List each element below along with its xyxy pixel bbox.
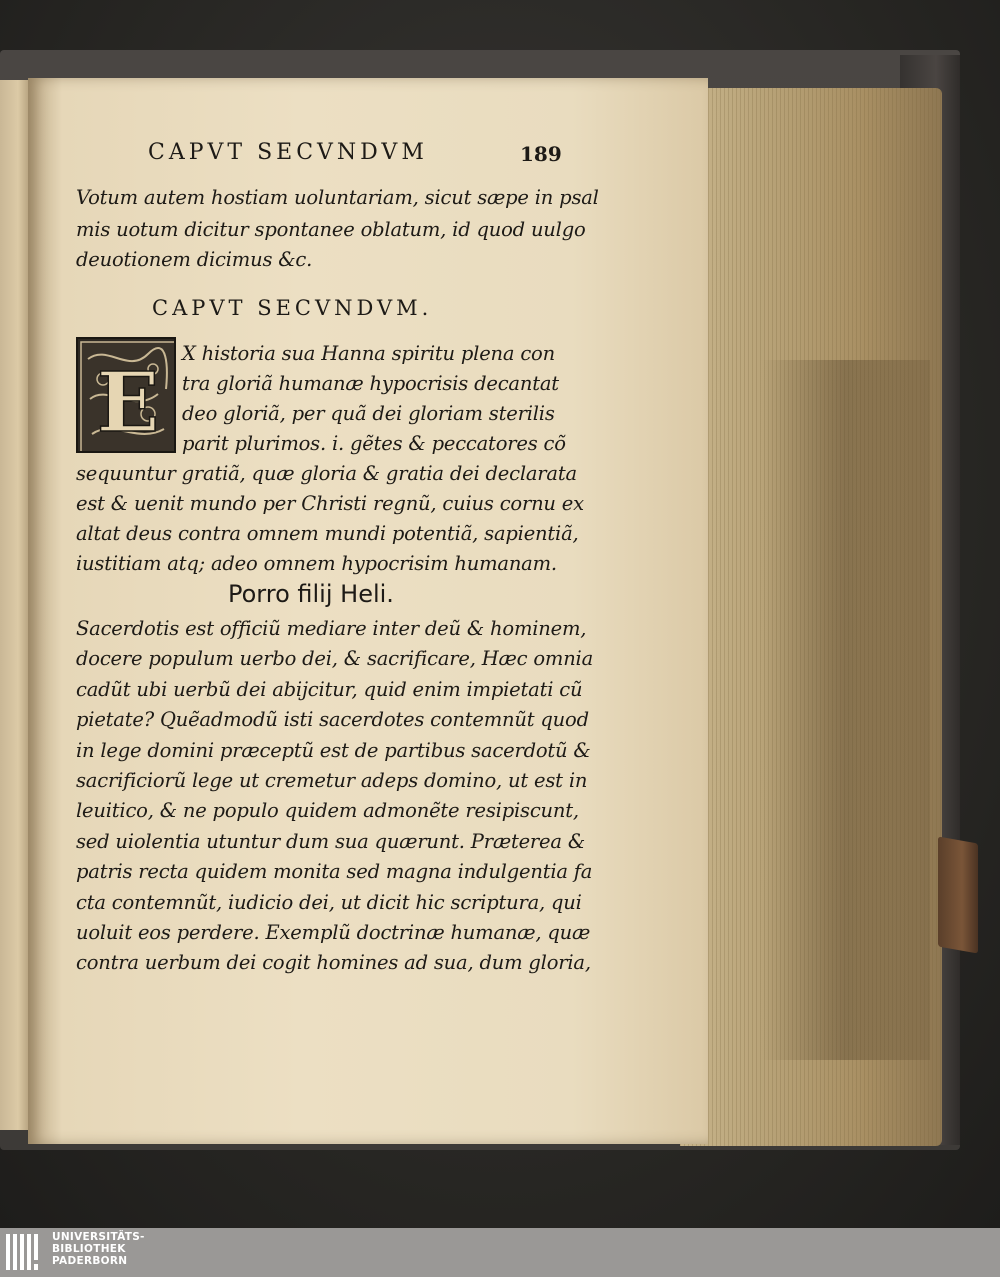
section-subheading: Porro filij Heli. [228, 580, 394, 608]
ornament-icon [78, 339, 176, 453]
bookmark-ribbon [938, 836, 978, 953]
body-line: docere populum uerbo dei, & sacrificare, Hæc omnia [76, 647, 594, 670]
logo-line: BIBLIOTHEK [52, 1243, 126, 1255]
intro-line: deuotionem dicimus &c. [76, 248, 313, 271]
body-line: sacrificiorũ lege ut cremetur adeps domino, ut est in [76, 769, 588, 792]
body-line: cta contemnũt, iudicio dei, ut dicit hic scriptura, qui [76, 891, 582, 914]
body-line: in lege domini præceptũ est de partibus sacerdotũ & [76, 739, 591, 762]
initial-line: X historia sua Hanna spiritu plena con [182, 342, 555, 365]
logo-line: UNIVERSITÄTS- [52, 1231, 145, 1243]
chapter-heading: CAPVT SECVNDVM. [152, 296, 433, 320]
logo-line: PADERBORN [52, 1255, 128, 1267]
body-line: sequuntur gratiã, quæ gloria & gratia dei declarata [76, 462, 577, 485]
body-line: iustitiam atq; adeo omnem hypocrisim humanam. [76, 552, 557, 575]
left-page-edge [0, 80, 30, 1130]
initial-line: parit plurimos. i. gẽtes & peccatores cõ [182, 432, 566, 455]
library-logo-text [52, 1231, 145, 1267]
initial-line: deo gloriã, per quã dei gloriam sterilis [182, 402, 555, 425]
decorated-initial [76, 337, 176, 453]
body-line: pietate? Quẽadmodũ isti sacerdotes contemnũt quod [76, 708, 589, 731]
body-line: altat deus contra omnem mundi potentiã, sapientiã, [76, 522, 579, 545]
body-line: leuitico, & ne populo quidem admonẽte resipiscunt, [76, 799, 579, 822]
body-line: contra uerbum dei cogit homines ad sua, dum gloria, [76, 951, 591, 974]
body-line: est & uenit mundo per Christi regnũ, cuius cornu ex [76, 492, 584, 515]
running-head: CAPVT SECVNDVM [148, 140, 428, 165]
svg-text:E: E [96, 355, 160, 451]
intro-line: Votum autem hostiam uoluntariam, sicut sæpe in psal [76, 186, 599, 209]
body-line: uoluit eos perdere. Exemplũ doctrinæ humanæ, quæ [76, 921, 591, 944]
footer-bar [0, 1228, 1000, 1277]
intro-line: mis uotum dicitur spontanee oblatum, id quod uulgo [76, 218, 586, 241]
body-line: cadũt ubi uerbũ dei abijcitur, quid enim impietati cũ [76, 678, 583, 701]
initial-line: tra gloriã humanæ hypocrisis decantat [182, 372, 559, 395]
library-logo-icon [4, 1230, 46, 1274]
body-line: sed uiolentia utuntur dum sua quærunt. Præterea & [76, 830, 585, 853]
body-line: patris recta quidem monita sed magna indulgentia fa [76, 860, 593, 883]
fore-edge-shadow [760, 360, 930, 1060]
body-line: Sacerdotis est officiũ mediare inter deũ & hominem, [76, 617, 587, 640]
page-number: 189 [520, 142, 562, 166]
